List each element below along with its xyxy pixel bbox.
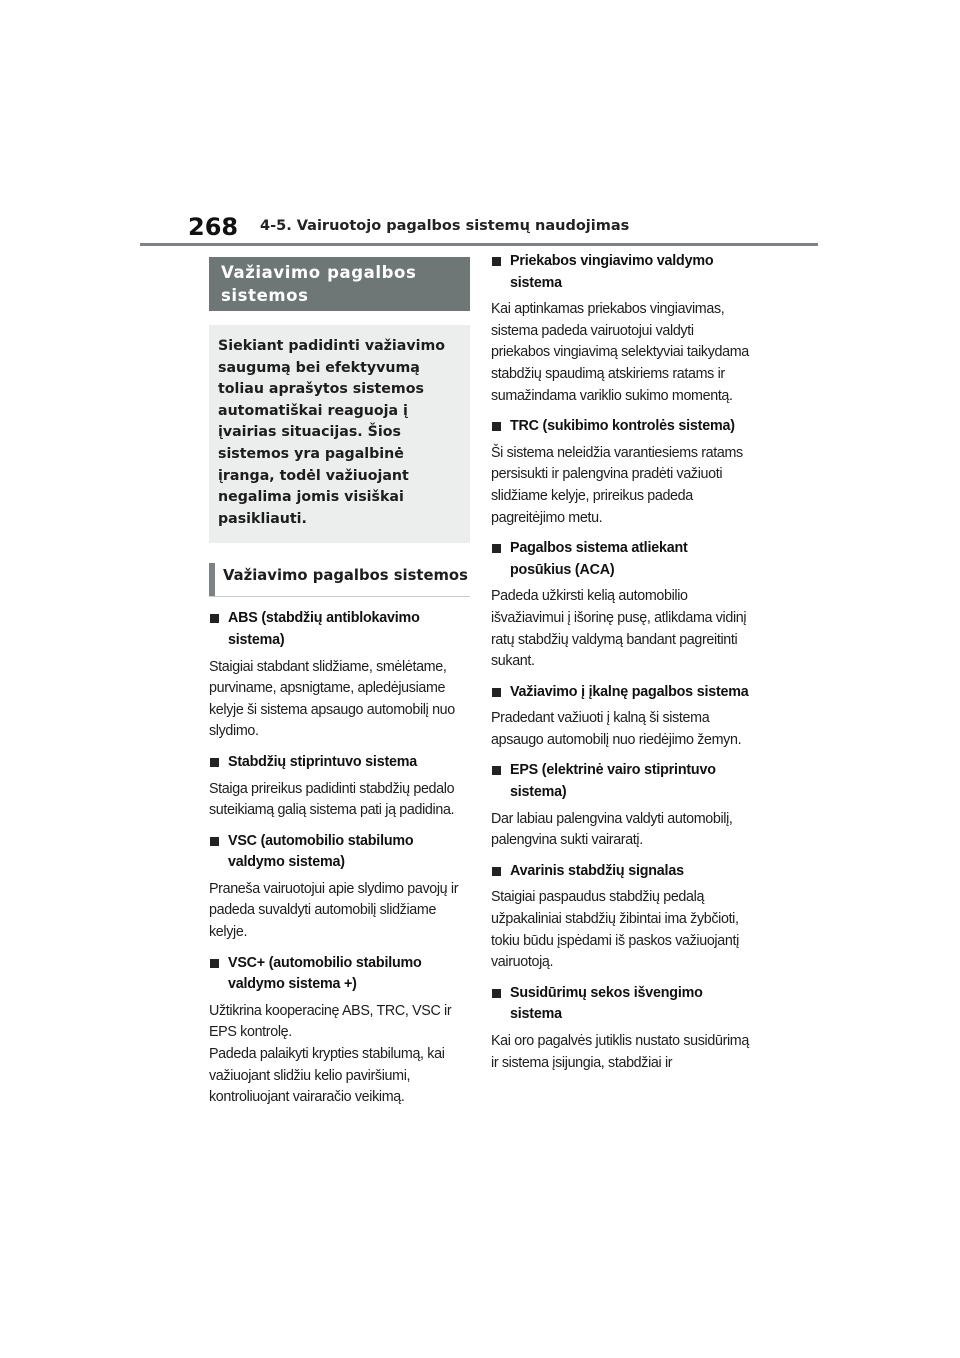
list-item (209, 608, 470, 743)
intro-box: Siekiant padidinti važiavimo saugumą bei efektyvumą toliau aprašytos sistemos automatiškai reaguoja į įvairias situacijas. Šios sistemos yra pagalbinė įranga, todėl važiuojant negalima jomis visiškai pasikliauti. (209, 325, 470, 543)
list-item (209, 831, 470, 944)
chapter-title: 4-5. Vairuotojo pagalbos sistemų naudojimas (260, 218, 630, 234)
square-bullet-icon (210, 959, 219, 968)
list-item (491, 760, 752, 851)
list-item (209, 752, 470, 822)
item-title: Stabdžių stiprintuvo sistema (228, 753, 418, 770)
list-item (491, 251, 752, 407)
item-paragraph: Dar labiau palengvina valdyti automobilį, palengvina sukti vairaratį. (491, 810, 733, 849)
square-bullet-icon (492, 257, 501, 266)
list-item (491, 983, 752, 1074)
section-heading-text: Važiavimo pagalbos sistemos (223, 567, 468, 585)
item-paragraph: Padeda užkirsti kelią automobilio išvažiavimui į išorinę pusę, atlikdama vidinį ratų stabdžių valdymą bandant pagreitinti sukant. (491, 588, 747, 670)
item-paragraph: Pradedant važiuoti į kalną ši sistema apsaugo automobilį nuo riedėjimo žemyn. (491, 710, 742, 748)
list-item (491, 682, 752, 752)
square-bullet-icon (492, 544, 501, 553)
square-bullet-icon (492, 688, 501, 697)
square-bullet-icon (492, 766, 501, 775)
item-paragraph: Staiga prireikus padidinti stabdžių pedalo suteikiamą galią sistema pati ją padidina. (209, 780, 455, 819)
right-column (491, 251, 752, 1074)
item-title: VSC (automobilio stabilumo valdymo sistema) (228, 832, 414, 871)
list-item (209, 953, 470, 1109)
item-title: TRC (sukibimo kontrolės sistema) (510, 418, 735, 435)
item-title: Važiavimo į įkalnę pagalbos sistema (510, 683, 749, 700)
item-title: Priekabos vingiavimo valdymo sistema (510, 253, 714, 291)
item-paragraph: Padeda palaikyti krypties stabilumą, kai važiuojant slidžiu kelio paviršiumi, kontroliuojant vairaračio veikimą. (209, 1046, 445, 1106)
section-heading-bar (209, 563, 215, 596)
page-number: 268 (188, 213, 239, 241)
item-title: Susidūrimų sekos išvengimo sistema (510, 984, 703, 1023)
item-paragraph: Staigiai paspaudus stabdžių pedalą užpakaliniai stabdžių žibintai ima žybčioti, tokiu būdu įspėdami iš paskos važiuojantį vairuotoją. (491, 889, 739, 971)
item-paragraph: Praneša vairuotojui apie slydimo pavojų ir padeda suvaldyti automobilį slidžiame kelyje. (209, 880, 459, 941)
square-bullet-icon (210, 614, 219, 623)
header-divider (140, 243, 818, 246)
left-column (209, 257, 470, 1109)
item-paragraph: Užtikrina kooperacinę ABS, TRC, VSC ir EPS kontrolę. (209, 1002, 452, 1041)
list-item (491, 538, 752, 673)
square-bullet-icon (210, 758, 219, 767)
item-paragraph: Ši sistema neleidžia varantiesiems ratams persisukti ir palengvina pradėti važiuoti slidžiame kelyje, prireikus padeda pagreitėjimo metu. (491, 444, 743, 526)
item-title: Avarinis stabdžių signalas (510, 862, 684, 879)
section-title-box: Važiavimo pagalbos sistemos (209, 257, 470, 311)
item-title: Pagalbos sistema atliekant posūkius (ACA) (510, 540, 688, 578)
item-title: VSC+ (automobilio stabilumo valdymo sistema +) (228, 954, 422, 993)
list-item (491, 416, 752, 529)
square-bullet-icon (492, 989, 501, 998)
item-title: ABS (stabdžių antiblokavimo sistema) (228, 610, 420, 648)
item-title: EPS (elektrinė vairo stiprintuvo sistema) (510, 762, 716, 801)
item-paragraph: Kai oro pagalvės jutiklis nustato susidūrimą ir sistema įsijungia, stabdžiai ir (491, 1033, 749, 1071)
list-item (491, 861, 752, 974)
item-paragraph: Staigiai stabdant slidžiame, smėlėtame, purviname, apsnigtame, apledėjusiame kelyje ši sistema apsaugo automobilį nuo slydimo. (209, 658, 455, 740)
square-bullet-icon (210, 837, 219, 846)
square-bullet-icon (492, 867, 501, 876)
section-heading (209, 563, 470, 597)
square-bullet-icon (492, 422, 501, 431)
item-paragraph: Kai aptinkamas priekabos vingiavimas, sistema padeda vairuotojui valdyti priekabos vingiavimą selektyviai taikydama stabdžių spaudimą atskiriems ratams ir sumažindama variklio sukimo momentą. (491, 301, 749, 404)
